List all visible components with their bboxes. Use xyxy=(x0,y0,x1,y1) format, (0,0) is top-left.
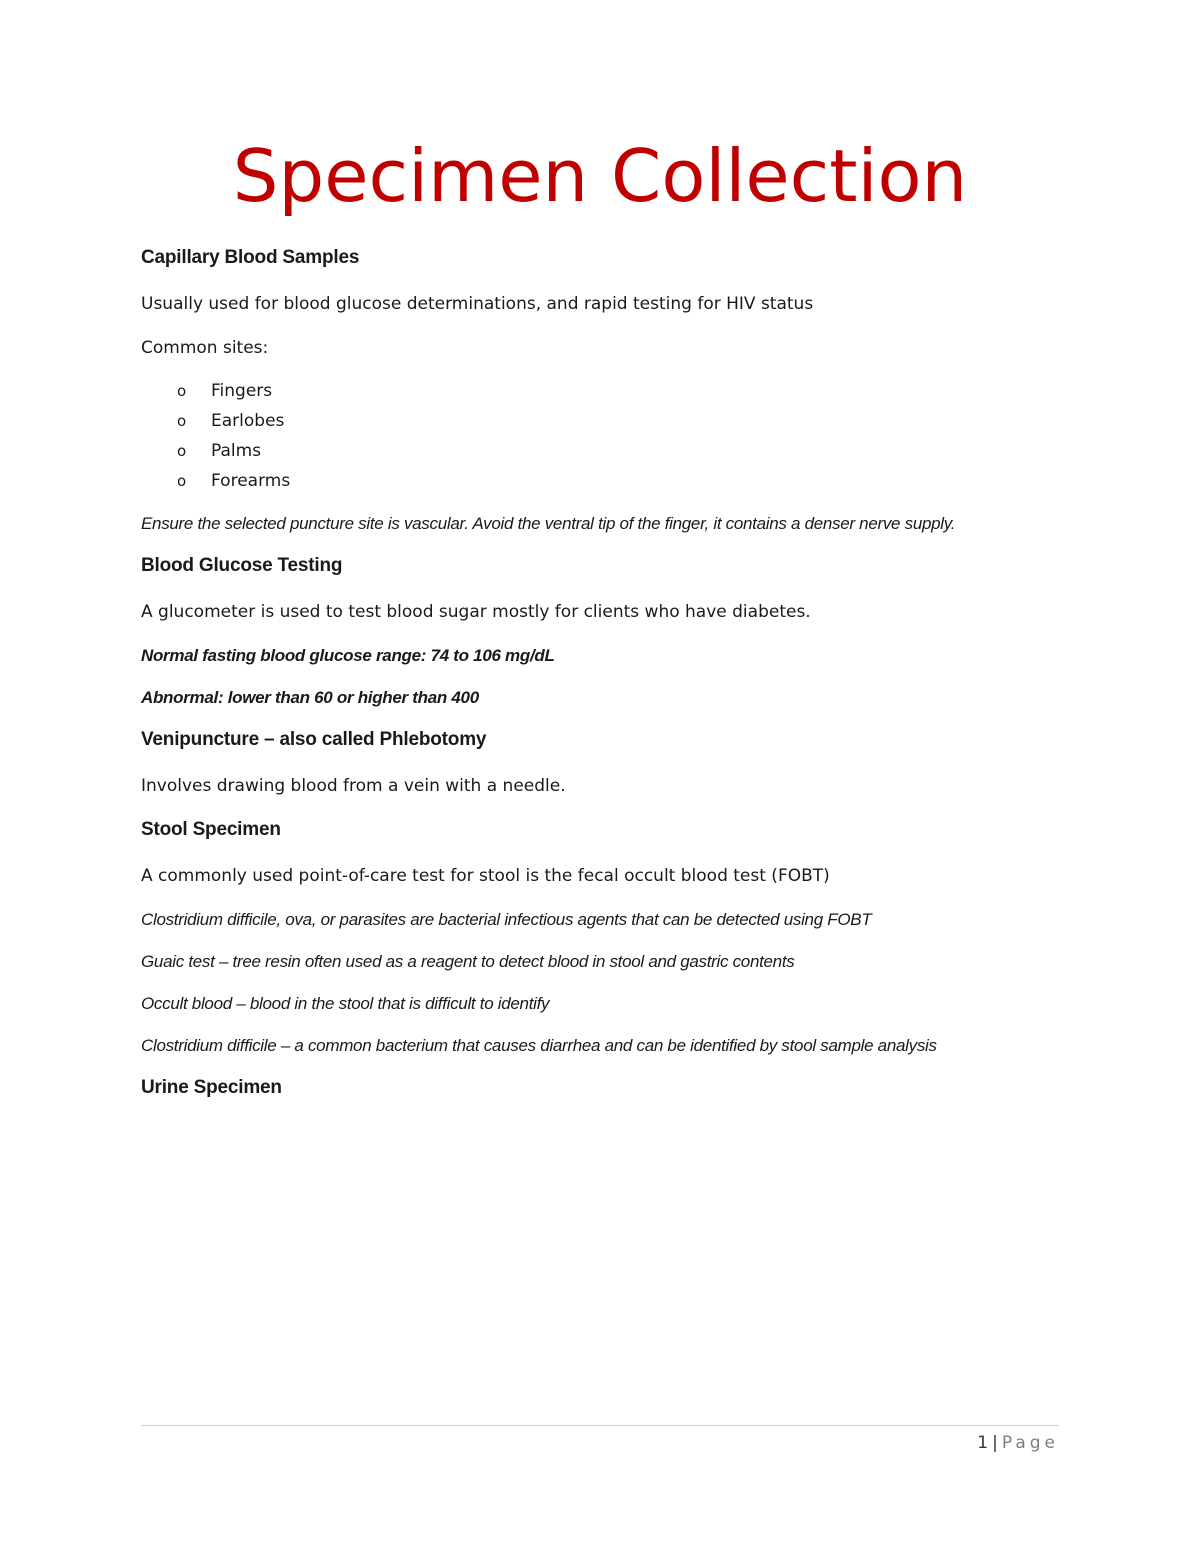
sites-list xyxy=(141,376,1061,496)
bullet-icon: o xyxy=(177,382,187,400)
stool-note: Clostridium difficile – a common bacterium that causes diarrhea and can be identified by stool sample analysis xyxy=(141,1036,937,1055)
glucose-abnormal-range: Abnormal: lower than 60 or higher than 400 xyxy=(141,688,479,707)
heading-capillary: Capillary Blood Samples xyxy=(141,247,360,268)
stool-text: A commonly used point-of-care test for stool is the fecal occult blood test (FOBT) xyxy=(141,866,830,886)
bullet-icon: o xyxy=(177,442,187,460)
footer-separator: | xyxy=(992,1433,998,1453)
site-label: Earlobes xyxy=(211,411,285,431)
stool-note: Clostridium difficile, ova, or parasites are bacterial infectious agents that can be detected using FOBT xyxy=(141,910,872,929)
glucose-text: A glucometer is used to test blood sugar mostly for clients who have diabetes. xyxy=(141,602,811,622)
page-label: Page xyxy=(1001,1433,1059,1453)
heading-stool: Stool Specimen xyxy=(141,819,281,840)
document-title: Specimen Collection xyxy=(232,134,968,218)
stool-note: Occult blood – blood in the stool that is difficult to identify xyxy=(141,994,550,1013)
page-number: 1 xyxy=(977,1433,989,1453)
bullet-icon: o xyxy=(177,472,187,490)
heading-venipuncture: Venipuncture – also called Phlebotomy xyxy=(141,729,487,750)
stool-note: Guaic test – tree resin often used as a reagent to detect blood in stool and gastric contents xyxy=(141,952,795,971)
common-sites-label: Common sites: xyxy=(141,338,269,358)
site-label: Forearms xyxy=(211,471,291,491)
document-body xyxy=(141,246,1061,1122)
bullet-icon: o xyxy=(177,412,187,430)
capillary-text: Usually used for blood glucose determinations, and rapid testing for HIV status xyxy=(141,294,814,314)
capillary-note: Ensure the selected puncture site is vascular. Avoid the ventral tip of the finger, it contains a denser nerve supply. xyxy=(141,514,956,533)
list-item xyxy=(177,436,1061,466)
list-item xyxy=(177,466,1061,496)
list-item xyxy=(177,406,1061,436)
footer-divider xyxy=(141,1425,1059,1426)
heading-glucose: Blood Glucose Testing xyxy=(141,555,343,576)
glucose-normal-range: Normal fasting blood glucose range: 74 to 106 mg/dL xyxy=(141,646,555,665)
site-label: Palms xyxy=(211,441,262,461)
list-item xyxy=(177,376,1061,406)
page-footer xyxy=(977,1433,1059,1453)
site-label: Fingers xyxy=(211,381,273,401)
venipuncture-text: Involves drawing blood from a vein with a needle. xyxy=(141,776,566,796)
heading-urine: Urine Specimen xyxy=(141,1077,282,1098)
